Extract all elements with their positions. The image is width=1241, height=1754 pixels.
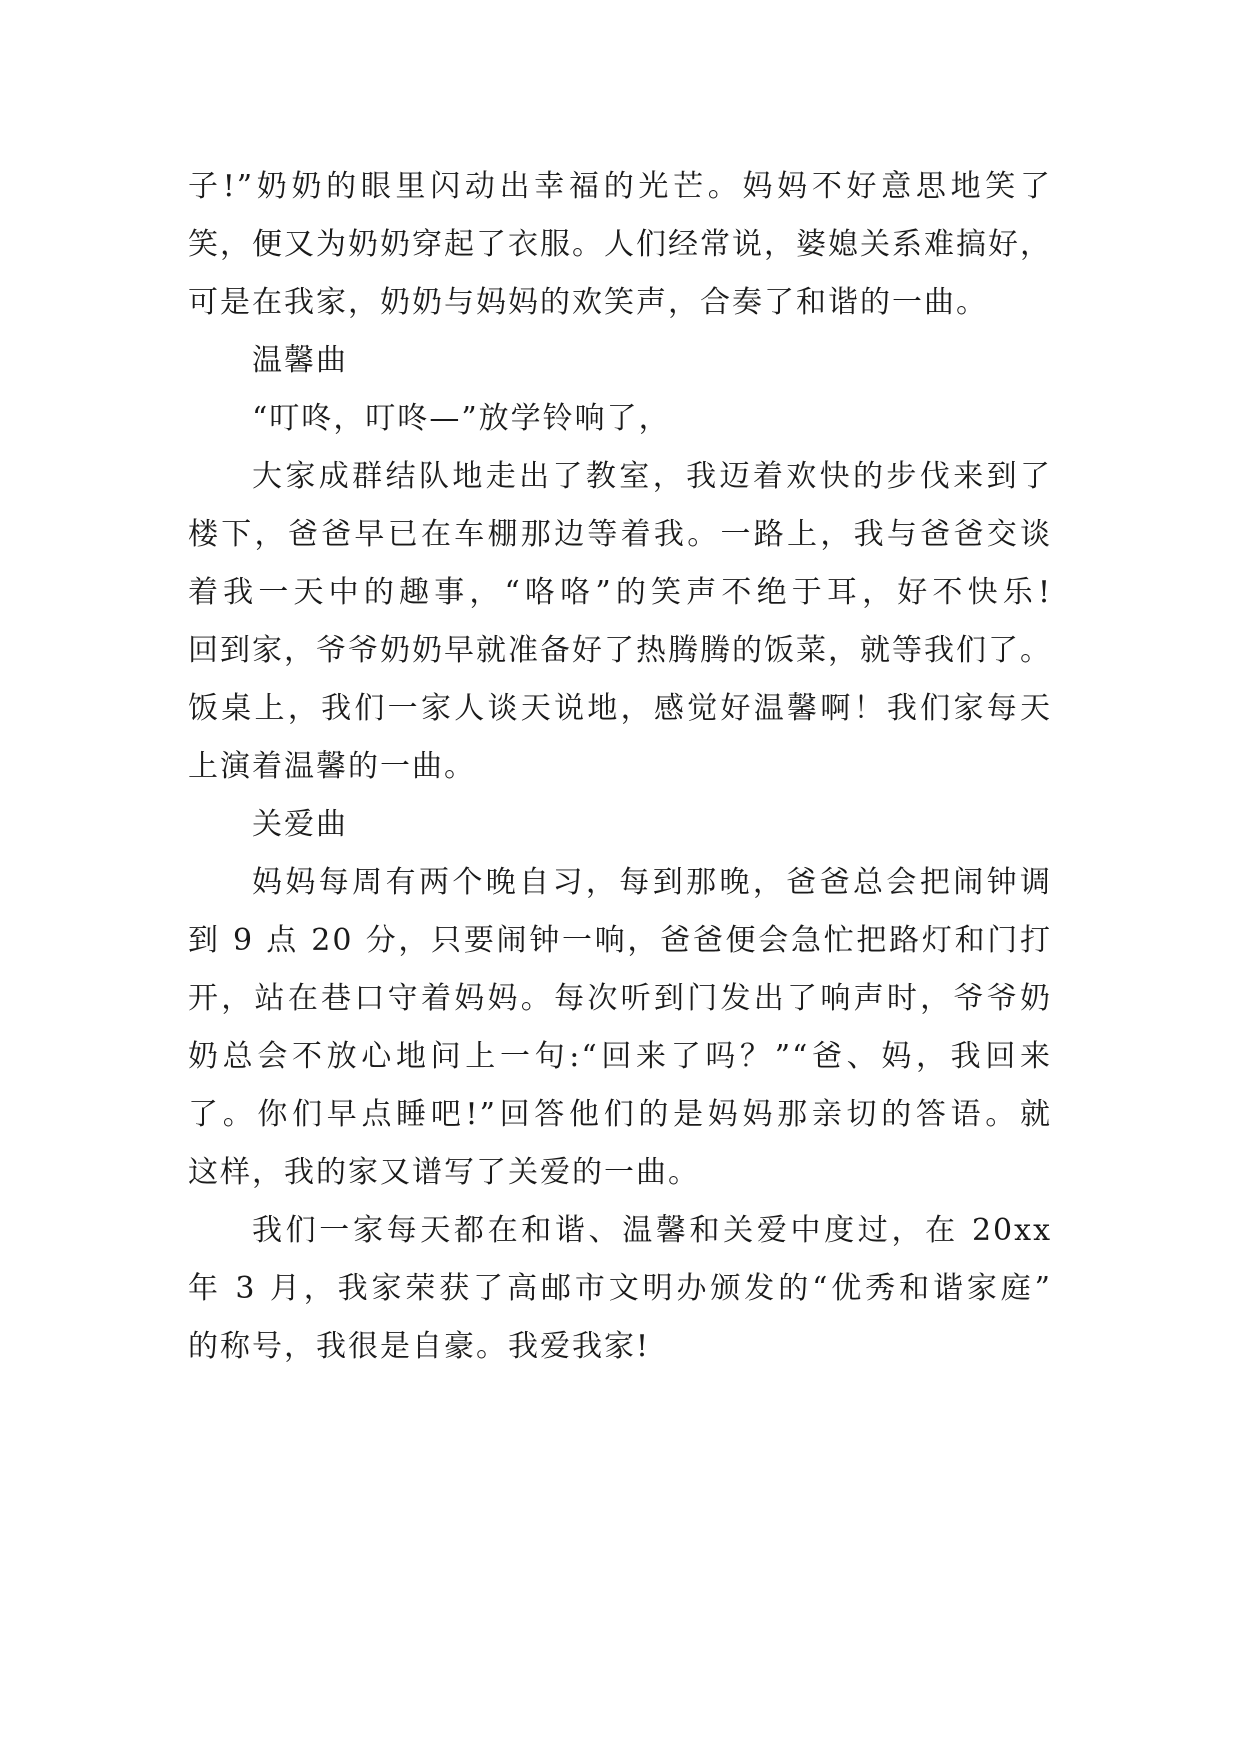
paragraph-line: 年 3 月，我家荣获了高邮市文明办颁发的“优秀和谐家庭” xyxy=(188,1271,1052,1306)
paragraph-line: 妈妈每周有两个晚自习，每到那晚，爸爸总会把闹钟调 xyxy=(252,865,1052,900)
paragraph-line: 上演着温馨的一曲。 xyxy=(188,749,476,784)
paragraph-line: 饭桌上，我们一家人谈天说地，感觉好温馨啊！我们家每天 xyxy=(188,691,1052,726)
paragraph-line: 了。你们早点睡吧!”回答他们的是妈妈那亲切的答语。就 xyxy=(188,1097,1052,1132)
paragraph-4 xyxy=(188,854,1052,1202)
paragraph-line: 的称号，我很是自豪。我爱我家! xyxy=(188,1329,651,1364)
paragraph-5 xyxy=(188,1202,1052,1376)
paragraph-line: 到 9 点 20 分，只要闹钟一响，爸爸便会急忙把路灯和门打 xyxy=(188,923,1052,958)
paragraph-line: 子!”奶奶的眼里闪动出幸福的光芒。妈妈不好意思地笑了 xyxy=(188,169,1052,204)
paragraph-3 xyxy=(188,448,1052,796)
paragraph-line: 大家成群结队地走出了教室，我迈着欢快的步伐来到了 xyxy=(252,459,1052,494)
paragraph-line: “叮咚，叮咚—”放学铃响了， xyxy=(252,401,671,436)
paragraph-line: 奶总会不放心地问上一句:“回来了吗？”“爸、妈，我回来 xyxy=(188,1039,1052,1074)
paragraph-line: 笑，便又为奶奶穿起了衣服。人们经常说，婆媳关系难搞好， xyxy=(188,227,1052,262)
paragraph-line: 楼下，爸爸早已在车棚那边等着我。一路上，我与爸爸交谈 xyxy=(188,517,1052,552)
paragraph-line: 回到家，爷爷奶奶早就准备好了热腾腾的饭菜，就等我们了。 xyxy=(188,633,1052,668)
section-heading-care: 关爱曲 xyxy=(252,807,348,842)
paragraph-line: 可是在我家，奶奶与妈妈的欢笑声，合奏了和谐的一曲。 xyxy=(188,285,988,320)
paragraph-line: 我们一家每天都在和谐、温馨和关爱中度过，在 20xx xyxy=(252,1213,1052,1248)
paragraph-1 xyxy=(188,158,1052,332)
paragraph-line: 着我一天中的趣事，“咯咯”的笑声不绝于耳，好不快乐! xyxy=(188,575,1052,610)
paragraph-line: 这样，我的家又谱写了关爱的一曲。 xyxy=(188,1155,700,1190)
paragraph-line: 开，站在巷口守着妈妈。每次听到门发出了响声时，爷爷奶 xyxy=(188,981,1052,1016)
section-heading-warmth: 温馨曲 xyxy=(252,343,348,378)
document-body xyxy=(188,158,1052,1376)
paragraph-2 xyxy=(188,390,1052,448)
